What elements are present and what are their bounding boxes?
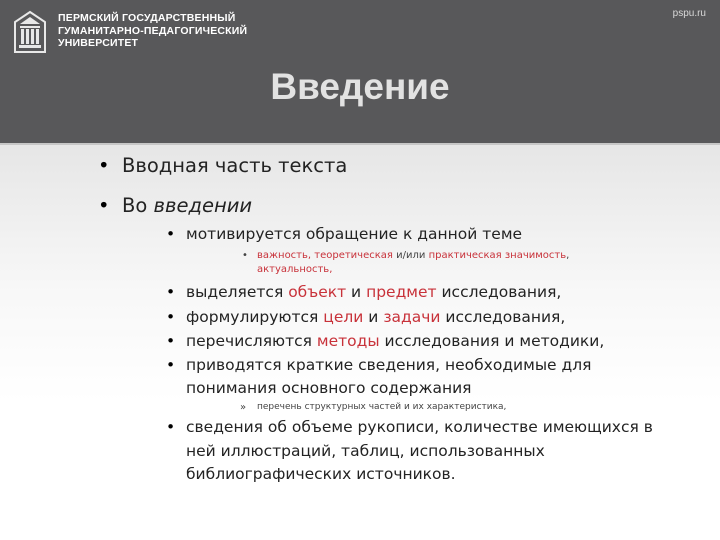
- slide-title: Введение: [270, 66, 450, 107]
- list-item: [186, 308, 565, 326]
- highlight-text: актуальность,: [257, 264, 333, 275]
- bullet-icon: •: [166, 356, 176, 374]
- list-item: [186, 418, 653, 436]
- highlight-text: объект: [288, 283, 347, 301]
- list-item-continuation: [186, 379, 472, 397]
- list-item-text: перечень структурных частей и их характеристика,: [257, 402, 507, 412]
- list-item-continuation: [257, 264, 332, 275]
- highlight-text: методы: [316, 332, 380, 350]
- highlight-text: цели: [323, 308, 364, 326]
- slide-header: [0, 0, 720, 143]
- list-item-text: Во: [122, 194, 154, 217]
- list-item-text: формулируются: [186, 308, 324, 326]
- list-item-text: и: [346, 283, 367, 301]
- list-item-continuation: [186, 465, 456, 483]
- list-item-text: мотивируется обращение к данной теме: [186, 225, 523, 243]
- list-item: [257, 402, 506, 412]
- university-name-line: УНИВЕРСИТЕТ: [58, 37, 139, 49]
- list-item-text: выделяется: [186, 283, 289, 301]
- bullet-icon: •: [166, 283, 176, 301]
- list-item-text: исследования,: [440, 308, 566, 326]
- university-name-line: ГУМАНИТАРНО-ПЕДАГОГИЧЕСКИЙ: [58, 24, 248, 37]
- university-building-logo: [12, 10, 48, 54]
- bullet-icon: •: [166, 418, 176, 436]
- list-item: [257, 250, 569, 261]
- list-item: [186, 356, 591, 374]
- university-name: [58, 12, 247, 50]
- list-item: [122, 154, 347, 177]
- list-item-text: перечисляются: [186, 332, 317, 350]
- list-item-continuation: [186, 442, 545, 460]
- list-item: [122, 194, 252, 217]
- site-url: pspu.ru: [672, 8, 706, 19]
- list-item: [186, 332, 604, 350]
- bullet-icon: •: [242, 250, 248, 261]
- highlight-text: предмет: [366, 283, 437, 301]
- list-item-text: и/или: [392, 250, 429, 261]
- list-item-text: Вводная часть текста: [122, 154, 348, 177]
- bullet-icon: •: [166, 225, 176, 243]
- list-item-text: исследования,: [436, 283, 562, 301]
- bullet-icon: •: [166, 308, 176, 326]
- list-item-text: и: [363, 308, 384, 326]
- list-item-text: ,: [566, 250, 570, 261]
- arrow-bullet-icon: »: [240, 402, 247, 413]
- highlight-text: важность, теоретическая: [257, 250, 393, 261]
- bullet-icon: •: [98, 194, 110, 217]
- highlight-text: задачи: [383, 308, 441, 326]
- university-name-line: ПЕРМСКИЙ ГОСУДАРСТВЕННЫЙ: [58, 12, 236, 24]
- list-item-text: исследования и методики,: [379, 332, 605, 350]
- list-item-text: сведения об объеме рукописи, количестве имеющихся в: [186, 418, 653, 436]
- list-item-text: приводятся краткие сведения, необходимые для: [186, 356, 592, 374]
- bullet-icon: •: [98, 154, 110, 177]
- bullet-icon: •: [166, 332, 176, 350]
- list-item-text: ней иллюстраций, таблиц, использованных: [186, 442, 545, 460]
- list-item-text: понимания основного содержания: [186, 379, 472, 397]
- highlight-text: практическая значимость: [428, 250, 567, 261]
- emphasized-word: введении: [153, 194, 253, 217]
- list-item: [186, 283, 561, 301]
- list-item-text: библиографических источников.: [186, 465, 456, 483]
- list-item: [186, 225, 522, 243]
